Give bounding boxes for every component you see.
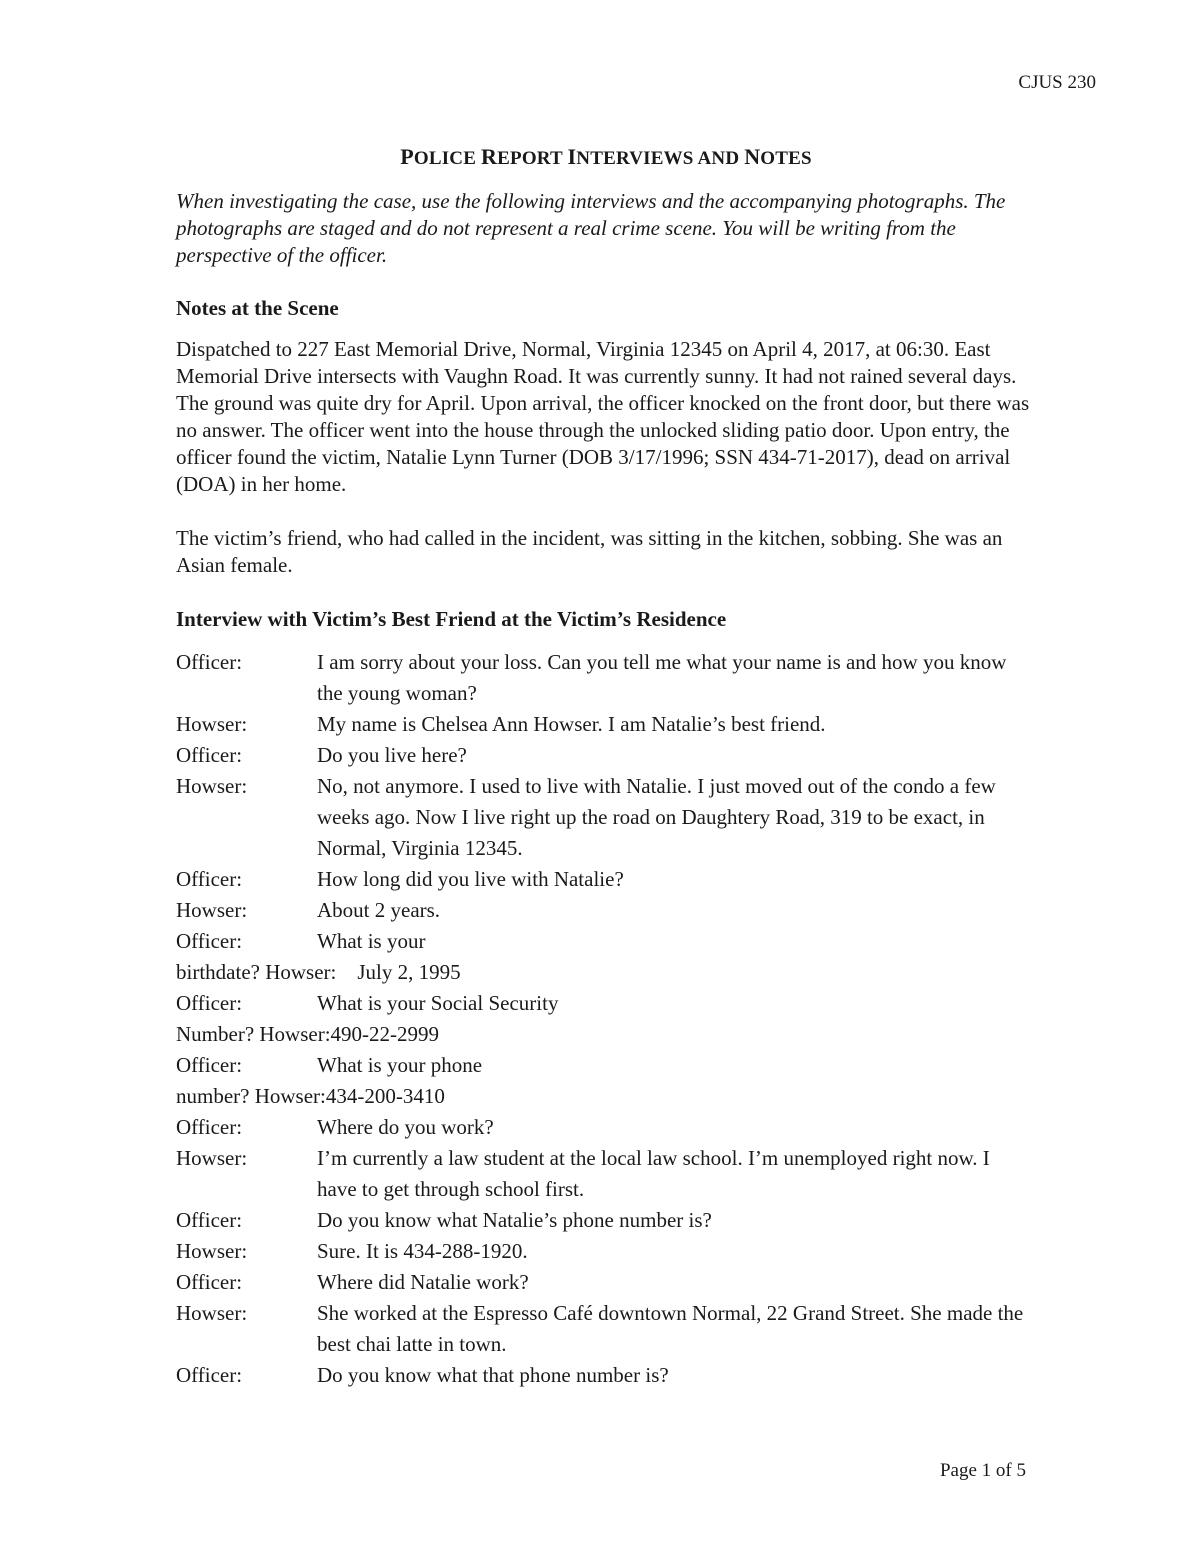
speaker-text: What is your Social Security bbox=[317, 991, 559, 1015]
title-part-nterviews: NTERVIEWS AND bbox=[576, 148, 745, 169]
transcript-line bbox=[176, 1081, 1036, 1112]
speaker-text: What is your bbox=[317, 929, 426, 953]
title-part-eport: EPORT bbox=[497, 148, 568, 169]
transcript-line bbox=[176, 1205, 1036, 1236]
speaker-text: Sure. It is 434-288-1920. bbox=[317, 1239, 528, 1263]
title-part-otes: OTES bbox=[760, 148, 812, 169]
speaker-label: Officer: bbox=[176, 1363, 243, 1387]
speaker-label: Officer: bbox=[176, 929, 243, 953]
transcript-line bbox=[176, 1143, 1036, 1205]
victim-friend-paragraph: The victim’s friend, who had called in the incident, was sitting in the kitchen, sobbing. She was an Asian female. bbox=[176, 526, 1003, 577]
transcript-line-text: Number? Howser:490-22-2999 bbox=[176, 1022, 440, 1046]
transcript-line bbox=[176, 1360, 1036, 1391]
speaker-label: Howser: bbox=[176, 712, 248, 736]
transcript-line-text: number? Howser:434-200-3410 bbox=[176, 1084, 445, 1108]
scene-notes-heading: Notes at the Scene bbox=[176, 296, 339, 320]
interview-heading: Interview with Victim’s Best Friend at the Victim’s Residence bbox=[176, 607, 727, 631]
speaker-label: Howser: bbox=[176, 898, 248, 922]
speaker-label: Howser: bbox=[176, 1301, 248, 1325]
transcript-line bbox=[176, 988, 1036, 1019]
speaker-label: Officer: bbox=[176, 1115, 243, 1139]
transcript-line bbox=[176, 1236, 1036, 1267]
transcript-line bbox=[176, 1050, 1036, 1081]
speaker-text: Do you live here? bbox=[317, 743, 467, 767]
speaker-label: Officer: bbox=[176, 1270, 243, 1294]
title-part-olice: OLICE bbox=[413, 148, 482, 169]
speaker-text: My name is Chelsea Ann Howser. I am Natalie’s best friend. bbox=[317, 712, 826, 736]
intro-instructions: When investigating the case, use the following interviews and the accompanying photographs. The photographs are staged and do not represent a real crime scene. You will be writing from the perspective of the officer. bbox=[176, 189, 1006, 267]
transcript-line bbox=[176, 740, 1036, 771]
speaker-label: Officer: bbox=[176, 743, 243, 767]
speaker-text: Do you know what Natalie’s phone number is? bbox=[317, 1208, 712, 1232]
transcript-line bbox=[176, 926, 1036, 957]
transcript-line bbox=[176, 1019, 1036, 1050]
transcript-line bbox=[176, 1298, 1036, 1360]
transcript-line bbox=[176, 647, 1036, 709]
speaker-label: Howser: bbox=[176, 774, 248, 798]
title-initial-p: P bbox=[400, 144, 414, 169]
title-initial-n: N bbox=[744, 144, 761, 169]
transcript-line bbox=[176, 1267, 1036, 1298]
speaker-text: How long did you live with Natalie? bbox=[317, 867, 624, 891]
page-title bbox=[176, 144, 1036, 170]
transcript-line bbox=[176, 895, 1036, 926]
speaker-label: Howser: bbox=[176, 1146, 248, 1170]
page-number: Page 1 of 5 bbox=[939, 1460, 1026, 1481]
document-content bbox=[176, 144, 1036, 1391]
title-initial-i: I bbox=[567, 144, 577, 169]
speaker-text: What is your phone bbox=[317, 1053, 483, 1077]
scene-notes-paragraph: Dispatched to 227 East Memorial Drive, Normal, Virginia 12345 on April 4, 2017, at 06:30. East Memorial Drive intersects with Vaughn Road. It was currently sunny. It had not rained several days. The ground was quite dry for April. Upon arrival, the officer knocked on the front door, but there was no answer. The officer went into the house through the unlocked sliding patio door. Upon entry, the officer found the victim, Natalie Lynn Turner (DOB 3/17/1996; SSN 434-71-2017), dead on arrival (DOA) in her home. bbox=[176, 337, 1030, 496]
speaker-text: I am sorry about your loss. Can you tell me what your name is and how you know the young woman? bbox=[317, 650, 1007, 705]
speaker-label: Howser: bbox=[176, 1239, 248, 1263]
speaker-text: No, not anymore. I used to live with Natalie. I just moved out of the condo a few weeks ago. Now I live right up the road on Daughtery Road, 319 to be exact, in Normal, Virginia 12345. bbox=[317, 774, 996, 860]
course-code: CJUS 230 bbox=[1018, 72, 1096, 93]
transcript-line bbox=[176, 1112, 1036, 1143]
interview-transcript bbox=[176, 647, 1036, 1391]
speaker-text: She worked at the Espresso Café downtown Normal, 22 Grand Street. She made the best chai latte in town. bbox=[317, 1301, 1024, 1356]
speaker-text: About 2 years. bbox=[317, 898, 441, 922]
speaker-label: Officer: bbox=[176, 1208, 243, 1232]
transcript-line bbox=[176, 771, 1036, 864]
speaker-label: Officer: bbox=[176, 1053, 243, 1077]
speaker-text: Where do you work? bbox=[317, 1115, 494, 1139]
speaker-label: Officer: bbox=[176, 867, 243, 891]
speaker-text: Where did Natalie work? bbox=[317, 1270, 529, 1294]
speaker-label: Officer: bbox=[176, 650, 243, 674]
speaker-label: Officer: bbox=[176, 991, 243, 1015]
speaker-text: I’m currently a law student at the local law school. I’m unemployed right now. I have to get through school first. bbox=[317, 1146, 990, 1201]
transcript-line-text: birthdate? Howser: July 2, 1995 bbox=[176, 960, 461, 984]
transcript-line bbox=[176, 957, 1036, 988]
title-initial-r: R bbox=[481, 144, 498, 169]
transcript-line bbox=[176, 864, 1036, 895]
speaker-text: Do you know what that phone number is? bbox=[317, 1363, 669, 1387]
transcript-line bbox=[176, 709, 1036, 740]
